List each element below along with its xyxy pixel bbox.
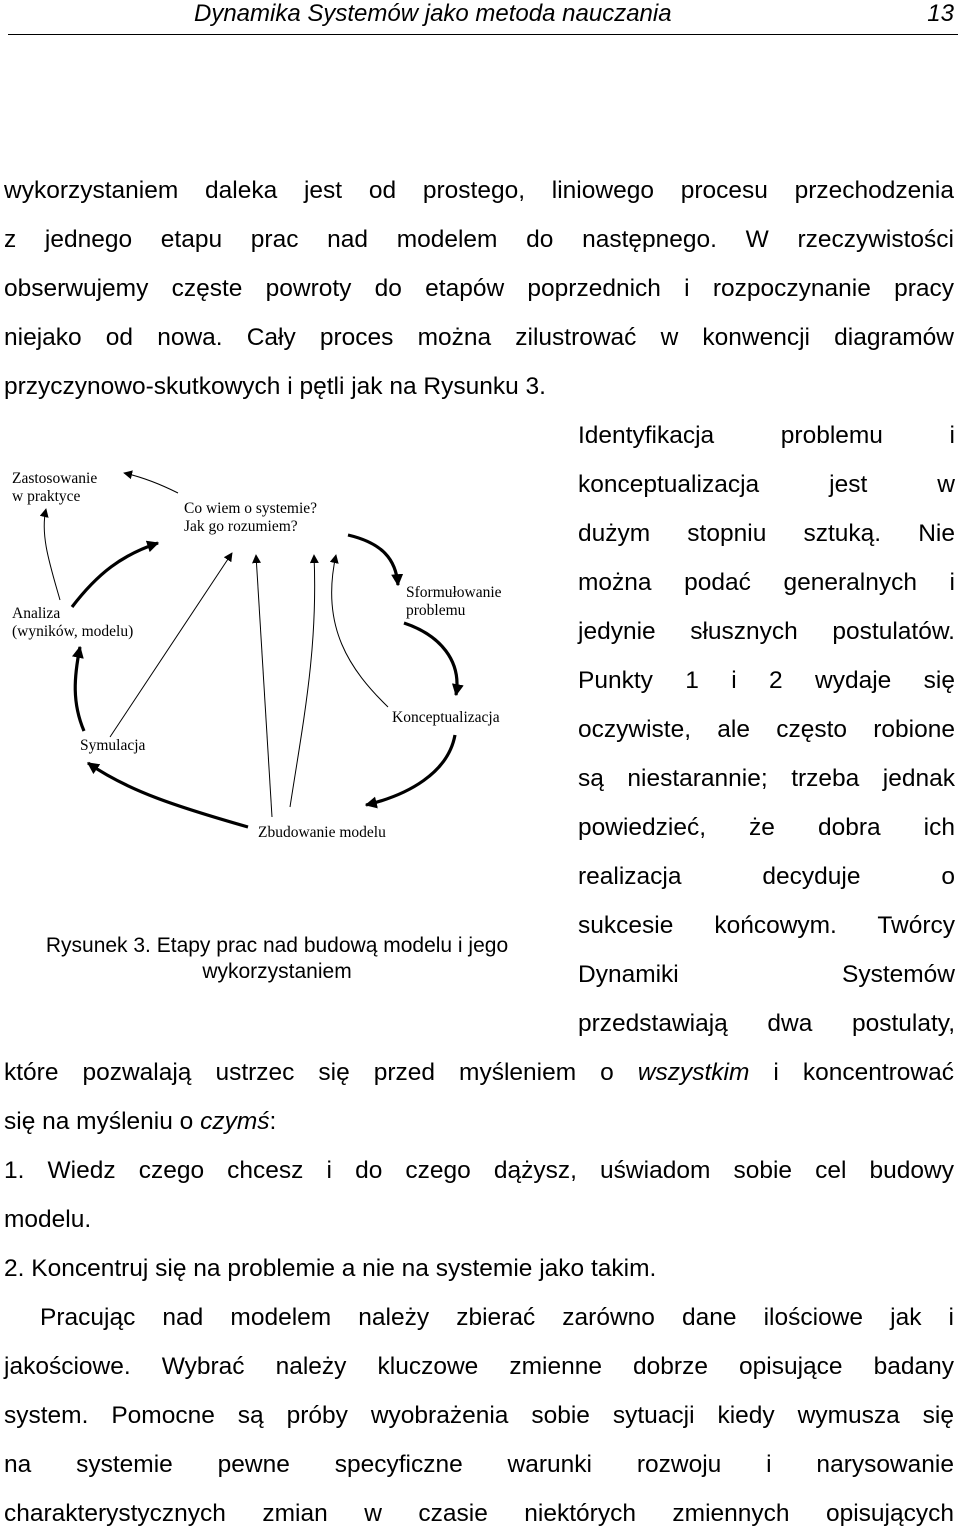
arrow-symulacja-to-co-wiem (110, 553, 232, 737)
label-analiza-detail: (wyników, modelu) (12, 623, 134, 640)
side-text-line: Dynamiki Systemów (578, 961, 955, 988)
label-jak-go-rozumiem: Jak go rozumiem? (184, 518, 298, 535)
text-line: z jednego etapu prac nad modelem do następnego. W rzeczywistości (4, 226, 954, 253)
postulate-2: 2. Koncentruj się na problemie a nie na systemie jako takim. (4, 1255, 657, 1282)
label-zastosowanie: Zastosowanie (12, 470, 98, 487)
postulate-1: 1. Wiedz czego chcesz i do czego dążysz, uświadom sobie cel budowy (4, 1157, 954, 1184)
label-zbudowanie-modelu: Zbudowanie modelu (258, 824, 386, 841)
side-text-line: Punkty 1 i 2 wydaje się (578, 667, 955, 694)
text-line: system. Pomocne są próby wyobrażenia sobie sytuacji kiedy wymusza się (4, 1402, 954, 1429)
text-line: jakościowe. Wybrać należy kluczowe zmienne dobrze opisujące badany (4, 1353, 954, 1380)
side-text-line: oczywiste, ale często robione (578, 716, 955, 743)
side-text-line: dużym stopniu sztuką. Nie (578, 520, 955, 547)
process-cycle-diagram (0, 455, 560, 895)
text-line: charakterystycznych zmian w czasie niektórych zmiennych opisujących (4, 1500, 954, 1527)
text-line: się na myśleniu o czymś: (4, 1108, 277, 1135)
arrow-symulacja-to-analiza (75, 647, 84, 731)
running-header (8, 0, 958, 35)
label-analiza: Analiza (12, 605, 61, 622)
arrow-co-wiem-to-zastosowanie (124, 473, 178, 493)
emphasis-wszystkim: wszystkim (637, 1059, 750, 1086)
arrow-co-wiem-to-sformulowanie (348, 535, 398, 585)
text-line: wykorzystaniem daleka jest od prostego, liniowego procesu przechodzenia (4, 177, 954, 204)
side-text-line: sukcesie końcowym. Twórcy (578, 912, 955, 939)
label-co-wiem: Co wiem o systemie? (184, 500, 318, 517)
text-line: przyczynowo-skutkowych i pętli jak na Rysunku 3. (4, 373, 546, 400)
side-text-line: konceptualizacja jest w (578, 471, 955, 498)
arrow-konceptualizacja-to-co-wiem (332, 555, 388, 707)
emphasis-czyms: czymś (200, 1108, 270, 1135)
header-title: Dynamika Systemów jako metoda nauczania (194, 0, 672, 27)
side-text-line: przedstawiają dwa postulaty, (578, 1010, 955, 1037)
text-line: które pozwalają ustrzec się przed myśleniem o wszystkim i koncentrować (4, 1059, 954, 1086)
text-line: obserwujemy częste powroty do etapów poprzednich i rozpoczynanie pracy (4, 275, 954, 302)
caption-line-2: wykorzystaniem (202, 960, 352, 983)
text-line: Pracując nad modelem należy zbierać zarówno dane ilościowe jak i (40, 1304, 954, 1331)
side-text-line: można podać generalnych i (578, 569, 955, 596)
arrow-zbudowanie-to-co-wiem (256, 555, 272, 817)
arrow-analiza-to-zastosowanie (44, 509, 60, 600)
postulate-1-cont: modelu. (4, 1206, 92, 1233)
label-problemu: problemu (406, 602, 466, 619)
text-line: na systemie pewne specyficzne warunki rozwoju i narysowanie (4, 1451, 954, 1478)
caption-line-1: Rysunek 3. Etapy prac nad budową modelu i jego (45, 934, 509, 957)
page-number: 13 (927, 0, 954, 27)
arrow-konceptualizacja-to-zbudowanie (366, 735, 455, 805)
side-text-line: powiedzieć, że dobra ich (578, 814, 955, 841)
label-w-praktyce: w praktyce (12, 488, 81, 505)
side-text-line: jedynie słusznych postulatów. (578, 618, 955, 645)
label-sformulowanie: Sformułowanie (406, 584, 502, 601)
side-text-line: Identyfikacja problemu i (578, 422, 955, 449)
arrow-zbudowanie-to-symulacja (88, 763, 248, 827)
label-symulacja: Symulacja (80, 737, 146, 754)
side-text-line: realizacja decyduje o (578, 863, 955, 890)
side-text-line: są niestarannie; trzeba jednak (578, 765, 955, 792)
arrow-sformulowanie-to-konceptualizacja (404, 623, 457, 695)
figure-caption (12, 933, 542, 985)
arrow-analiza-to-co-wiem (72, 543, 158, 607)
text-line: niejako od nowa. Cały proces można zilustrować w konwencji diagramów (4, 324, 954, 351)
label-konceptualizacja: Konceptualizacja (392, 709, 500, 726)
arrow-zbudowanie-to-co-wiem-2 (290, 555, 315, 807)
